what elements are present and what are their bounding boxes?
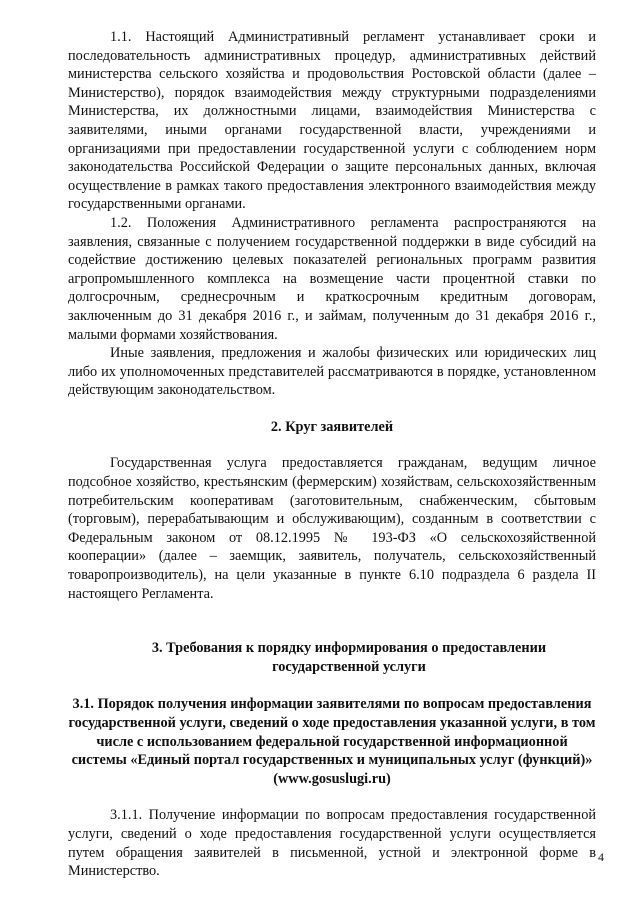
page-number: 4: [598, 850, 604, 864]
paragraph-other-applications: Иные заявления, предложения и жалобы физических или юридических лиц либо их уполномоченных представителей рассматриваются в порядке, установленном действующим законодательством.: [68, 345, 596, 399]
paragraph-applicants: Государственная услуга предоставляется гражданам, ведущим личное подсобное хозяйство, крестьянским (фермерским) хозяйствам, сельскохозяйственным потребительским кооперативам (заготовительным, снабженческим, сбытовым (торговым), перерабатывающим и обслуживающим), созданным в соответствии с Федеральным законом от 08.12.1995 № 193-ФЗ «О сельскохозяйственной кооперации» (далее – заемщик, заявитель, получатель, сельскохозяйственный товаропроизводитель), на цели указанные в пункте 6.10 подраздела 6 раздела II настоящего Регламента.: [68, 455, 596, 602]
paragraph-3-1-1: 3.1.1. Получение информации по вопросам предоставления государственной услуги, сведений о ходе предоставления государственной услуги осуществляется путем обращения заявителей в письменной, устной и электронной форме в Министерство.: [68, 807, 596, 880]
section-3-1-heading: 3.1. Порядок получения информации заявителями по вопросам предоставления государственной услуги, сведений о ходе предоставления указанной услуги, в том числе с использованием федеральной государственной информационной системы «Единый портал государственных и муниципальных услуг (функций)» (www.gosuslugi.ru): [68, 696, 596, 787]
section-2-heading: 2. Круг заявителей: [270, 418, 394, 435]
section-3-heading: 3. Требования к порядку информирования о предоставлении государственной услуги: [151, 640, 547, 675]
paragraph-1-1: 1.1. Настоящий Административный регламент устанавливает сроки и последовательность административных процедур, административных действий министерства сельского хозяйства и продовольствия Ростовской области (далее – Министерство), порядок взаимодействия между структурными подразделениями Министерства, их должностными лицами, взаимодействия Министерства с заявителями, иными органами государственной власти, учреждениями и организациями при предоставлении государственной услуги с соблюдением норм законодательства Российской Федерации о защите персональных данных, включая осуществление в рамках такого предоставления электронного взаимодействия между государственными органами.: [68, 29, 596, 213]
paragraph-1-2: 1.2. Положения Административного регламента распространяются на заявления, связанные с получением государственной поддержки в виде субсидий на содействие достижению целевых показателей региональных программ развития агропромышленного комплекса на возмещение части процентной ставки по долгосрочным, среднесрочным и краткосрочным кредитным договорам, заключенным до 31 декабря 2016 г., и займам, полученным до 31 декабря 2016 г., малыми формами хозяйствования.: [68, 214, 596, 343]
